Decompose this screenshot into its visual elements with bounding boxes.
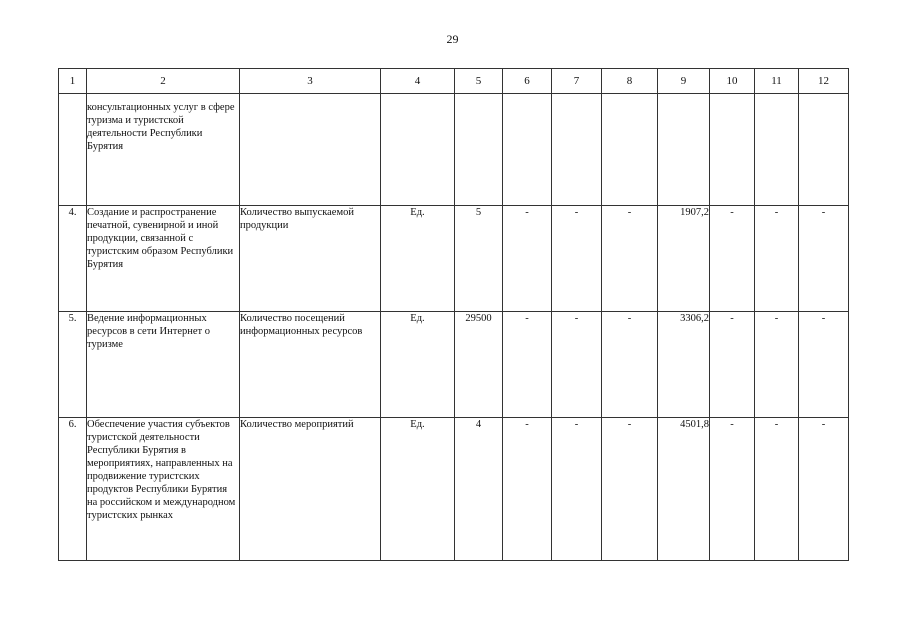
unit-cell	[381, 94, 455, 206]
table-body	[59, 94, 849, 561]
value-cell: 1907,2	[658, 206, 710, 312]
row-number: 4.	[59, 206, 87, 312]
activity-name: Обеспечение участия субъектов туристской деятельности Республики Бурятия в мероприятиях, направленных на продвижение туристских продуктов Республики Бурятия на российском и международном туристских рынках	[87, 418, 240, 561]
value-cell: 4	[455, 418, 503, 561]
value-cell	[710, 94, 755, 206]
column-header: 3	[240, 69, 381, 94]
value-cell: -	[755, 206, 799, 312]
value-cell: -	[602, 312, 658, 418]
value-cell: -	[552, 312, 602, 418]
indicator-name: Количество мероприятий	[240, 418, 381, 561]
value-cell	[799, 94, 849, 206]
activity-name: Ведение информационных ресурсов в сети Интернет о туризме	[87, 312, 240, 418]
row-number	[59, 94, 87, 206]
value-cell: -	[755, 312, 799, 418]
unit-cell: Ед.	[381, 312, 455, 418]
indicator-name	[240, 94, 381, 206]
value-cell: -	[503, 206, 552, 312]
value-cell	[503, 94, 552, 206]
value-cell	[658, 94, 710, 206]
value-cell: 29500	[455, 312, 503, 418]
unit-cell: Ед.	[381, 418, 455, 561]
column-header: 2	[87, 69, 240, 94]
row-number: 6.	[59, 418, 87, 561]
table-header	[59, 69, 849, 94]
value-cell: 5	[455, 206, 503, 312]
value-cell: -	[503, 312, 552, 418]
row-number: 5.	[59, 312, 87, 418]
value-cell: -	[602, 206, 658, 312]
table-row	[59, 312, 849, 418]
column-header: 7	[552, 69, 602, 94]
value-cell: -	[799, 312, 849, 418]
column-header: 10	[710, 69, 755, 94]
value-cell: -	[710, 206, 755, 312]
page-number: 29	[446, 32, 459, 46]
value-cell	[552, 94, 602, 206]
value-cell: -	[799, 418, 849, 561]
column-header: 12	[799, 69, 849, 94]
value-cell: -	[552, 206, 602, 312]
value-cell	[455, 94, 503, 206]
activity-name: Создание и распространение печатной, сувенирной и иной продукции, связанной с туристским образом Республики Бурятия	[87, 206, 240, 312]
column-header: 5	[455, 69, 503, 94]
table-row	[59, 418, 849, 561]
value-cell: -	[755, 418, 799, 561]
unit-cell: Ед.	[381, 206, 455, 312]
column-header: 11	[755, 69, 799, 94]
indicator-name: Количество посещений информационных ресурсов	[240, 312, 381, 418]
activity-name: консультационных услуг в сфере туризма и туристской деятельности Республики Бурятия	[87, 94, 240, 206]
value-cell: -	[710, 418, 755, 561]
column-header: 6	[503, 69, 552, 94]
indicator-name: Количество выпускаемой продукции	[240, 206, 381, 312]
value-cell: -	[503, 418, 552, 561]
header-row	[59, 69, 849, 94]
value-cell: -	[799, 206, 849, 312]
column-header: 1	[59, 69, 87, 94]
document-table	[58, 68, 849, 561]
column-header: 8	[602, 69, 658, 94]
value-cell: 3306,2	[658, 312, 710, 418]
table-row	[59, 94, 849, 206]
table-row	[59, 206, 849, 312]
value-cell: 4501,8	[658, 418, 710, 561]
value-cell: -	[552, 418, 602, 561]
column-header: 4	[381, 69, 455, 94]
value-cell: -	[710, 312, 755, 418]
value-cell	[755, 94, 799, 206]
column-header: 9	[658, 69, 710, 94]
value-cell: -	[602, 418, 658, 561]
value-cell	[602, 94, 658, 206]
